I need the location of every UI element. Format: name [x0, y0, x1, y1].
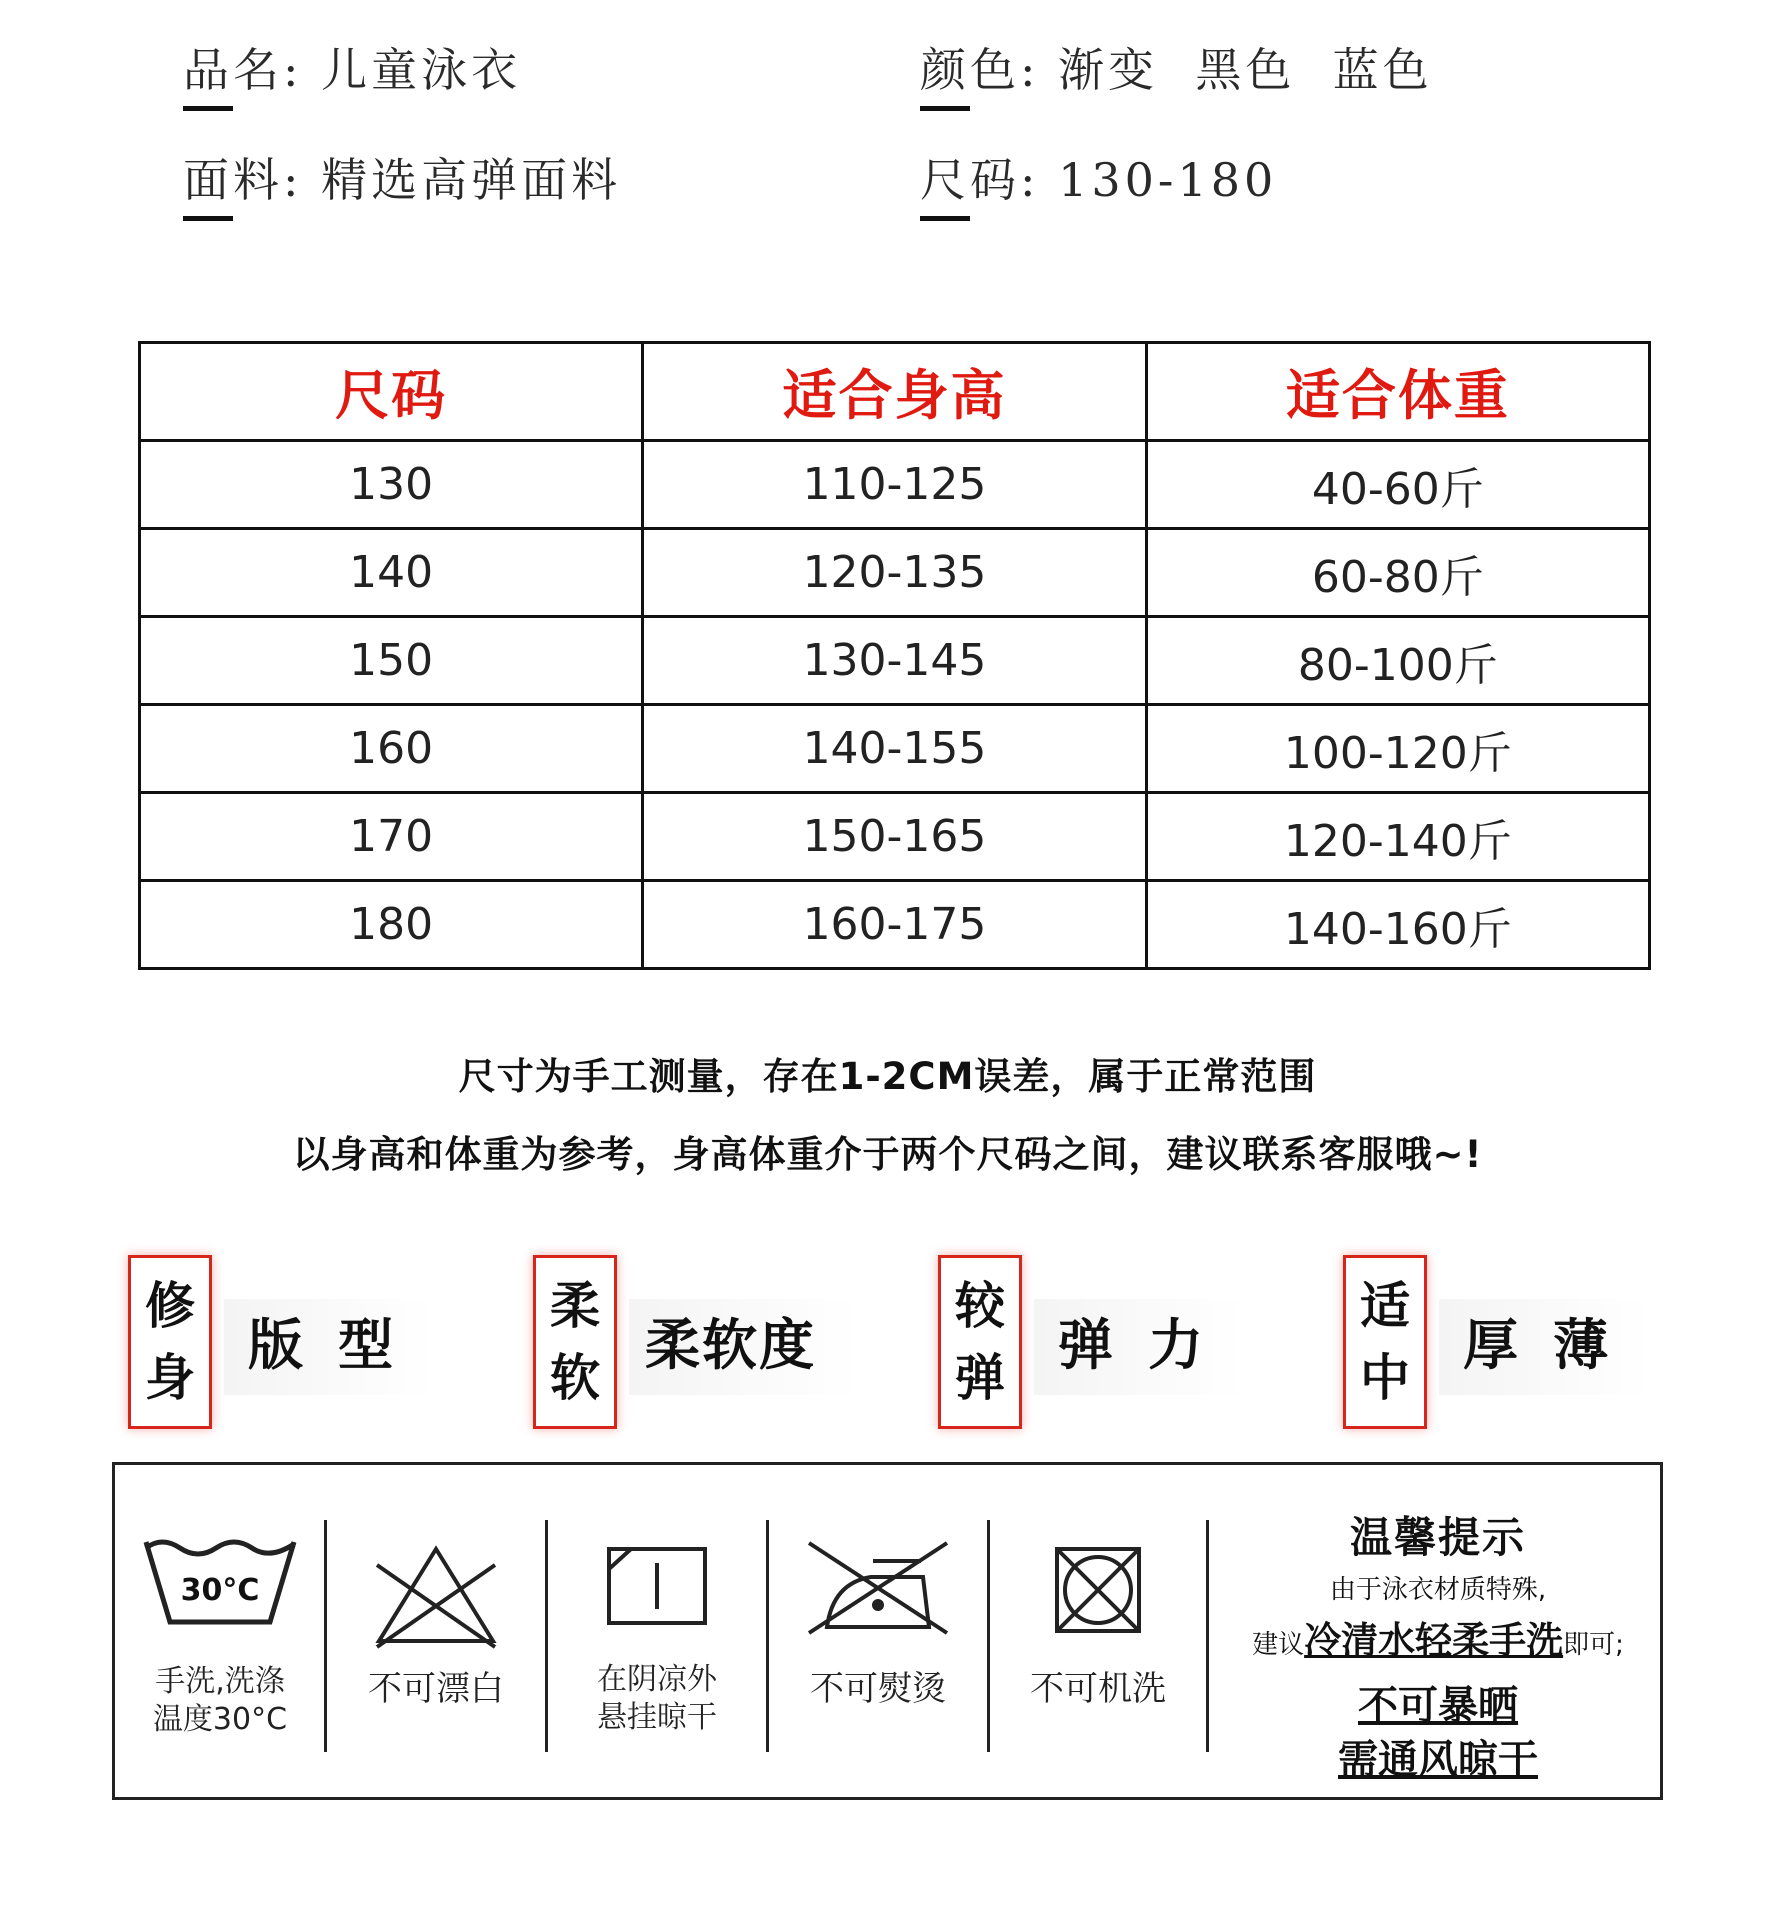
size-label: 尺码: — [920, 153, 1040, 207]
cell-weight: 80-100斤 — [1146, 617, 1649, 705]
cell-weight: 60-80斤 — [1146, 529, 1649, 617]
measurement-note: 尺寸为手工测量，存在1-2CM误差，属于正常范围 — [458, 1055, 1317, 1098]
care-item-no-iron — [769, 1465, 987, 1803]
cell-height: 130-145 — [643, 617, 1146, 705]
line-dry-shade-icon — [605, 1545, 709, 1627]
no-iron-icon — [803, 1537, 953, 1637]
label-underline — [183, 216, 233, 221]
label-underline — [920, 106, 970, 111]
care-label: 手洗,洗涤 — [155, 1664, 285, 1699]
label-underline — [920, 216, 970, 221]
care-label: 不可机洗 — [1030, 1669, 1166, 1709]
product-name-label: 品名: — [183, 43, 303, 97]
care-item-no-machine-wash — [990, 1465, 1206, 1803]
care-divider — [1206, 1520, 1209, 1752]
table-row — [140, 793, 1650, 881]
color-line — [920, 40, 1433, 100]
cell-size: 130 — [140, 441, 643, 529]
feature-tag-box — [533, 1255, 617, 1429]
table-row — [140, 617, 1650, 705]
header-size: 尺码 — [140, 343, 643, 441]
feature-tag-char: 软 — [550, 1349, 600, 1407]
feature-tag-char: 弹 — [955, 1349, 1005, 1407]
cell-weight: 140-160斤 — [1146, 881, 1649, 969]
table-row — [140, 705, 1650, 793]
table-row — [140, 881, 1650, 969]
feature-tag-box — [1343, 1255, 1427, 1429]
header-height: 适合身高 — [643, 343, 1146, 441]
feature-tag-box — [128, 1255, 212, 1429]
tip-line: 需通风晾干 — [1338, 1737, 1538, 1783]
table-row — [140, 529, 1650, 617]
cell-size: 160 — [140, 705, 643, 793]
product-name-value: 儿童泳衣 — [321, 43, 522, 97]
feature-tag-char: 适 — [1360, 1277, 1410, 1335]
fabric-line — [183, 150, 621, 210]
table-row — [140, 441, 1650, 529]
tip-line3-pre: 建议 — [1252, 1630, 1305, 1660]
cell-height: 140-155 — [643, 705, 1146, 793]
label-underline — [183, 106, 233, 111]
size-chart-table — [138, 341, 1651, 970]
cell-size: 140 — [140, 529, 643, 617]
cell-weight: 40-60斤 — [1146, 441, 1649, 529]
feature-tag-char: 柔 — [550, 1277, 600, 1335]
tip-line — [1210, 1610, 1666, 1664]
size-advice-note: 以身高和体重为参考，身高体重介于两个尺码之间，建议联系客服哦~! — [292, 1133, 1483, 1176]
header-weight: 适合体重 — [1146, 343, 1649, 441]
care-label: 不可漂白 — [368, 1669, 504, 1709]
feature-tag-char: 中 — [1360, 1349, 1410, 1407]
cell-weight: 120-140斤 — [1146, 793, 1649, 881]
care-label: 在阴凉外 — [597, 1662, 717, 1697]
feature-label: 柔软度 — [645, 1313, 817, 1377]
cell-height: 120-135 — [643, 529, 1146, 617]
feature-label: 版 型 — [248, 1313, 402, 1377]
no-machine-wash-icon — [1053, 1545, 1143, 1635]
cell-weight: 100-120斤 — [1146, 705, 1649, 793]
tip-line3-post: 即可; — [1563, 1630, 1624, 1660]
feature-tag-box — [938, 1255, 1022, 1429]
warm-tip — [1210, 1465, 1666, 1803]
product-name-line — [183, 40, 521, 100]
table-header-row — [140, 343, 1650, 441]
cell-size: 170 — [140, 793, 643, 881]
tip-line: 不可暴晒 — [1358, 1683, 1518, 1729]
tip-line3-emphasis: 冷清水轻柔手洗 — [1304, 1619, 1564, 1662]
care-label: 悬挂晾干 — [597, 1700, 717, 1735]
color-value: 渐变 黑色 蓝色 — [1058, 43, 1433, 97]
feature-tag-char: 修 — [145, 1277, 195, 1335]
care-label: 温度30°C — [152, 1702, 288, 1737]
wash-temp-label: 30°C — [180, 1573, 260, 1608]
color-label: 颜色: — [920, 43, 1040, 97]
cell-size: 180 — [140, 881, 643, 969]
size-value: 130-180 — [1058, 153, 1278, 207]
tip-title: 温馨提示 — [1349, 1513, 1526, 1562]
fabric-label: 面料: — [183, 153, 303, 207]
fabric-value: 精选高弹面料 — [321, 153, 622, 207]
hand-wash-30-icon — [140, 1530, 300, 1630]
care-item-line-dry — [548, 1465, 766, 1803]
cell-height: 110-125 — [643, 441, 1146, 529]
size-line — [920, 150, 1277, 210]
care-item-no-bleach — [327, 1465, 545, 1803]
cell-size: 150 — [140, 617, 643, 705]
no-bleach-icon — [371, 1543, 501, 1653]
care-label: 不可熨烫 — [810, 1669, 946, 1709]
tip-line: 由于泳衣材质特殊, — [1329, 1575, 1547, 1605]
feature-label: 弹 力 — [1058, 1313, 1212, 1377]
care-item-hand-wash — [115, 1465, 325, 1803]
care-instructions-box — [112, 1462, 1663, 1800]
feature-tag-char: 较 — [955, 1277, 1005, 1335]
cell-height: 160-175 — [643, 881, 1146, 969]
feature-tag-char: 身 — [145, 1349, 195, 1407]
feature-label: 厚 薄 — [1463, 1313, 1617, 1377]
cell-height: 150-165 — [643, 793, 1146, 881]
